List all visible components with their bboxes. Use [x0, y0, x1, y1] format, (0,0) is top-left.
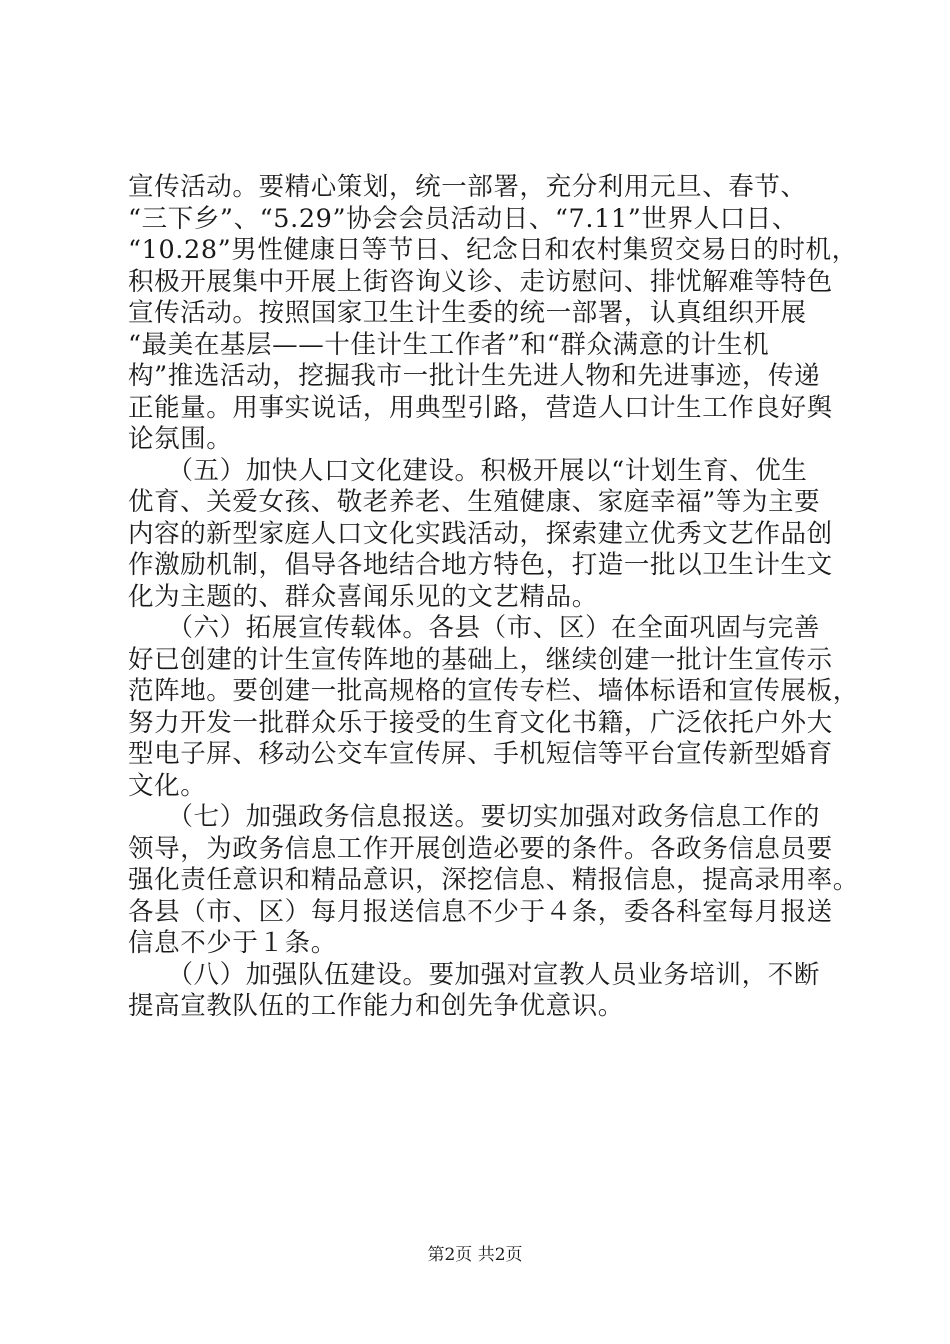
text-line: 宣传活动。要精心策划，统一部署，充分利用元旦、春节、	[128, 172, 807, 202]
text-line: 正能量。用事实说话，用典型引路，营造人口计生工作良好舆	[128, 392, 833, 423]
text-line: 努力开发一批群众乐于接受的生育文化书籍，广泛依托户外大	[128, 707, 833, 738]
page-number-footer: 第2页 共2页	[427, 1245, 523, 1265]
text-line: 内容的新型家庭人口文化实践活动，探索建立优秀文艺作品创	[128, 518, 833, 549]
text-line: 好已创建的计生宣传阵地的基础上，继续创建一批计生宣传示	[128, 644, 833, 675]
text-line: 范阵地。要创建一批高规格的宣传专栏、墙体标语和宣传展板，	[128, 676, 859, 706]
text-line: “最美在基层——十佳计生工作者”和“群众满意的计生机	[128, 329, 770, 360]
text-line: 宣传活动。按照国家卫生计生委的统一部署，认真组织开展	[128, 298, 807, 328]
text-line: 信息不少于１条。	[128, 928, 337, 958]
text-line: 积极开展集中开展上街咨询义诊、走访慰问、排忧解难等特色	[128, 266, 833, 297]
text-line: （五）加快人口文化建设。积极开展以“计划生育、优生	[128, 455, 808, 486]
body-text	[128, 172, 859, 1023]
text-line: 文化。	[128, 770, 207, 801]
text-line: （七）加强政务信息报送。要切实加强对政务信息工作的	[128, 802, 820, 832]
text-line: “10.28”男性健康日等节日、纪念日和农村集贸交易日的时机，	[128, 235, 858, 265]
text-line: （八）加强队伍建设。要加强对宣教人员业务培训，不断	[128, 959, 820, 990]
text-line: 提高宣教队伍的工作能力和创先争优意识。	[128, 991, 624, 1021]
text-line: 优育、关爱女孩、敬老养老、生殖健康、家庭幸福”等为主要	[128, 487, 821, 517]
text-line: 强化责任意识和精品意识，深挖信息、精报信息，提高录用率。	[128, 865, 859, 895]
text-line: 各县（市、区）每月报送信息不少于４条，委各科室每月报送	[128, 896, 833, 927]
text-line: （六）拓展宣传载体。各县（市、区）在全面巩固与完善	[128, 613, 820, 643]
text-line: 领导，为政务信息工作开展创造必要的条件。各政务信息员要	[128, 833, 833, 864]
text-line: 化为主题的、群众喜闻乐见的文艺精品。	[128, 581, 598, 612]
text-line: 构”推选活动，挖掘我市一批计生先进人物和先进事迹，传递	[128, 361, 821, 391]
text-line: 型电子屏、移动公交车宣传屏、手机短信等平台宣传新型婚育	[128, 739, 833, 769]
text-line: “三下乡”、“5.29”协会会员活动日、“7.11”世界人口日、	[128, 203, 798, 234]
text-line: 作激励机制，倡导各地结合地方特色，打造一批以卫生计生文	[128, 550, 833, 580]
text-line: 论氛围。	[128, 424, 233, 454]
